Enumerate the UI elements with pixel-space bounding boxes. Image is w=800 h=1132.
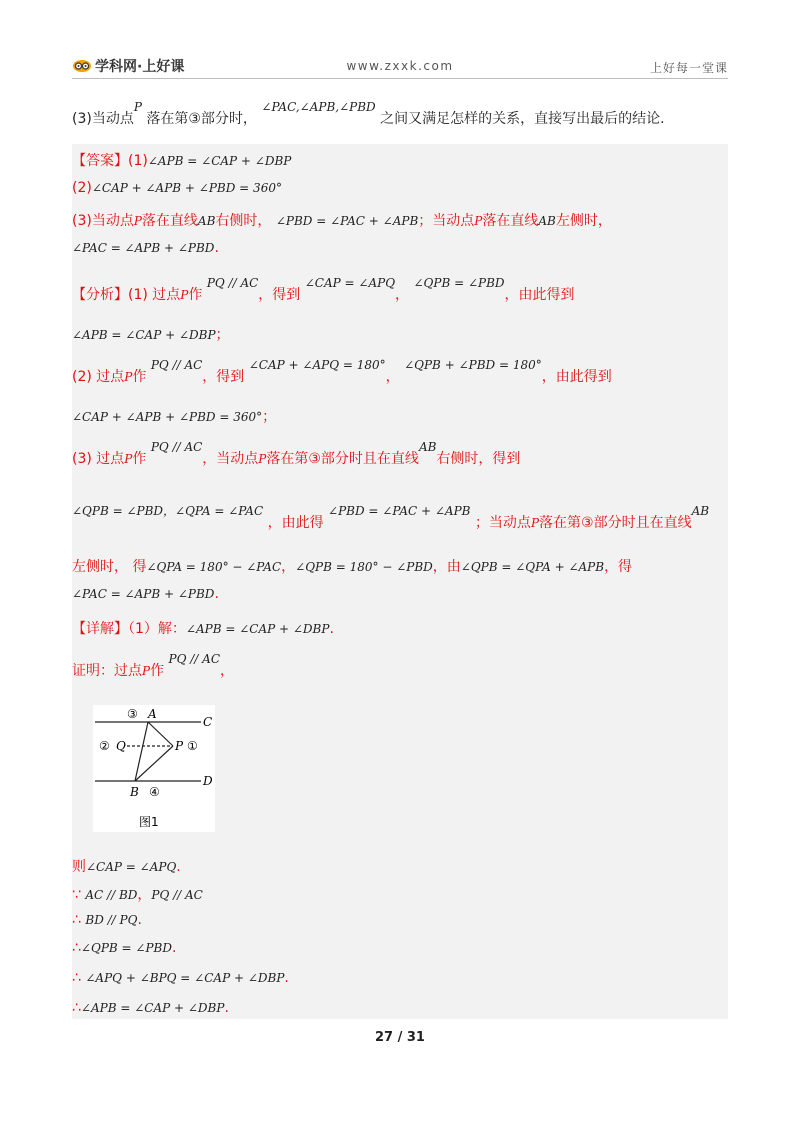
analysis-text: ，由此得到 [541, 369, 612, 385]
math-var: AB [691, 504, 710, 518]
analysis-text: 作 [132, 369, 147, 385]
proof-step-3 [72, 912, 142, 928]
analysis-text: ，由此得 [267, 515, 324, 531]
answer-text: 落在直线 [141, 213, 198, 229]
region-label: ② [99, 739, 110, 753]
proof-step-5 [72, 970, 289, 986]
analysis-line-3 [72, 358, 612, 386]
punct: ， [281, 559, 296, 575]
math-var: P [124, 452, 133, 466]
analysis-text: 落在第③部分时且在直线 [266, 451, 419, 467]
math-expression: ∠CAP + ∠APQ = 180° [248, 358, 386, 372]
question-text: 之间又满足怎样的关系，直接写出最后的结论. [380, 111, 665, 127]
detail-label: 【详解】 [72, 621, 128, 637]
punct: ， [385, 369, 400, 385]
math-expression: ∠QPB = ∠PBD [413, 276, 505, 290]
math-expression: ∠QPB = ∠PBD，∠QPA = ∠PAC [72, 504, 264, 518]
math-expression: ∠QPB + ∠PBD = 180° [404, 358, 542, 372]
math-expression: ∠APB = ∠CAP + ∠DBP [147, 154, 292, 168]
analysis-line-1 [72, 276, 575, 304]
region-label: ① [187, 739, 198, 753]
answer-line-3 [72, 210, 612, 230]
analysis-text: 落在第③部分时且在直线 [539, 515, 692, 531]
math-expression: ∠QPB = ∠PBD [80, 941, 172, 955]
math-expression: BD // PQ [85, 913, 138, 927]
math-expression: AC // BD [85, 888, 138, 902]
point-label: P [175, 739, 184, 753]
detail-line-1 [72, 618, 334, 638]
math-expression: ∠QPB = ∠QPA + ∠APB [460, 560, 605, 574]
detail-line-2 [72, 652, 235, 680]
therefore-symbol: ∴ [72, 912, 81, 928]
analysis-text: 得 [132, 559, 147, 575]
math-var: AB [418, 440, 437, 454]
proof-text: 则 [72, 859, 86, 875]
point-label: A [148, 707, 157, 721]
proof-step-1 [72, 856, 181, 876]
point-label: D [203, 774, 213, 788]
answer-num: (2) [72, 180, 92, 196]
math-expression: ∠PAC = ∠APB + ∠PBD [72, 241, 215, 255]
because-symbol: ∵ [72, 887, 81, 903]
geometry-figure [93, 705, 215, 832]
answer-text: (3)当动点 [72, 213, 134, 229]
analysis-label: 【分析】 [72, 287, 128, 303]
math-var: P [142, 664, 151, 678]
punct: . [171, 940, 177, 956]
analysis-text: ，由此得到 [504, 287, 575, 303]
math-expression: ∠CAP + ∠APB + ∠PBD = 360° [72, 410, 263, 424]
therefore-symbol: ∴ [72, 1000, 81, 1016]
therefore-symbol: ∴ [72, 940, 81, 956]
site-url: www.zxxk.com [346, 59, 454, 73]
punct: ， [395, 287, 410, 303]
question-text: (3)当动点 [72, 111, 134, 127]
detail-text: 作 [150, 663, 165, 679]
math-expression: ∠PAC = ∠APB + ∠PBD [72, 587, 215, 601]
math-var: P [530, 516, 540, 530]
math-expression: ∠CAP = ∠APQ [304, 276, 396, 290]
math-var: P [133, 100, 142, 114]
point-label: C [203, 715, 213, 729]
math-var: P [474, 214, 483, 228]
math-expression: ∠APB = ∠CAP + ∠DBP [80, 1001, 225, 1015]
analysis-line-6 [72, 504, 710, 532]
math-expression: ∠APB = ∠CAP + ∠DBP [72, 328, 216, 342]
math-var: P [180, 288, 189, 302]
point-label: B [130, 785, 139, 799]
math-expression: ∠QPA = 180° − ∠PAC [146, 560, 282, 574]
page-number: 27 / 31 [375, 1030, 425, 1045]
point-label: Q [116, 739, 126, 753]
math-expression: PQ // AC [150, 358, 203, 372]
analysis-line-2 [72, 324, 230, 344]
punct: . [137, 912, 142, 928]
answer-text: 落在直线 [482, 213, 539, 229]
proof-step-4 [72, 940, 176, 956]
logo-text: 学科网·上好课 [95, 59, 185, 75]
math-expression: ∠PAC,∠APB,∠PBD [261, 100, 376, 114]
answer-text: 右侧时， [215, 213, 272, 229]
math-expression: PQ // AC [151, 888, 203, 902]
region-label: ③ [127, 707, 138, 721]
math-var: AB [538, 214, 556, 228]
punct: . [284, 970, 289, 986]
punct: . [214, 240, 219, 256]
math-expression: ∠APQ + ∠BPQ = ∠CAP + ∠DBP [85, 971, 285, 985]
math-expression: ∠QPB = 180° − ∠PBD [295, 560, 433, 574]
region-label: ④ [149, 785, 160, 799]
math-var: P [124, 370, 133, 384]
analysis-text: ，得 [604, 559, 633, 575]
detail-text: （1）解： [128, 621, 186, 637]
answer-line-1 [72, 150, 291, 170]
analysis-text: ，当动点 [202, 451, 259, 467]
therefore-symbol: ∴ [72, 970, 81, 986]
analysis-text: 左侧时， [72, 559, 128, 575]
analysis-text: 作 [132, 451, 147, 467]
analysis-line-8 [72, 586, 219, 602]
answer-line-2 [72, 180, 282, 196]
punct: . [214, 586, 219, 602]
math-var: AB [197, 214, 216, 228]
math-expression: ∠PBD = ∠PAC + ∠APB [328, 504, 471, 518]
proof-step-6 [72, 1000, 229, 1016]
answer-line-4 [72, 240, 219, 256]
answer-num: (1) [128, 153, 148, 169]
analysis-text: (1) 过点 [128, 287, 181, 303]
header-slogan: 上好每一堂课 [649, 61, 728, 75]
punct: ， [137, 887, 152, 903]
math-expression: ∠APB = ∠CAP + ∠DBP [185, 622, 330, 636]
math-expression: PQ // AC [168, 652, 221, 666]
proof-step-2 [72, 884, 203, 904]
analysis-text: (2) 过点 [72, 369, 125, 385]
punct: . [224, 1000, 229, 1016]
analysis-text: ；当动点 [474, 515, 531, 531]
analysis-text: (3) 过点 [72, 451, 125, 467]
punct: ； [215, 327, 230, 343]
analysis-text: 作 [188, 287, 203, 303]
figure-background [93, 705, 215, 832]
punct: . [329, 621, 334, 637]
answer-text: ；当动点 [418, 213, 475, 229]
analysis-text: 右侧时，得到 [436, 451, 521, 467]
analysis-line-7 [72, 556, 632, 576]
analysis-text: ，由 [432, 559, 461, 575]
math-expression: PQ // AC [150, 440, 203, 454]
answer-text: 左侧时， [555, 213, 612, 229]
analysis-line-4 [72, 406, 276, 426]
analysis-text: ，得到 [258, 287, 301, 303]
math-expression: ∠CAP + ∠APB + ∠PBD = 360° [91, 181, 282, 195]
detail-text: 证明：过点 [72, 663, 142, 679]
question-text: 落在第③部分时， [146, 111, 257, 127]
figure-caption: 图1 [139, 815, 159, 829]
page-header [72, 56, 728, 79]
math-expression: ∠CAP = ∠APQ [86, 860, 177, 874]
math-var: P [133, 214, 142, 228]
analysis-line-5 [72, 440, 521, 468]
answer-label: 【答案】 [72, 153, 128, 169]
math-var: P [258, 452, 267, 466]
question-line [72, 100, 665, 128]
math-expression: ∠PBD = ∠PAC + ∠APB [275, 214, 419, 228]
punct: ； [262, 409, 277, 425]
punct: ， [220, 663, 235, 679]
punct: . [176, 859, 181, 875]
analysis-text: ，得到 [202, 369, 245, 385]
math-expression: PQ // AC [206, 276, 259, 290]
